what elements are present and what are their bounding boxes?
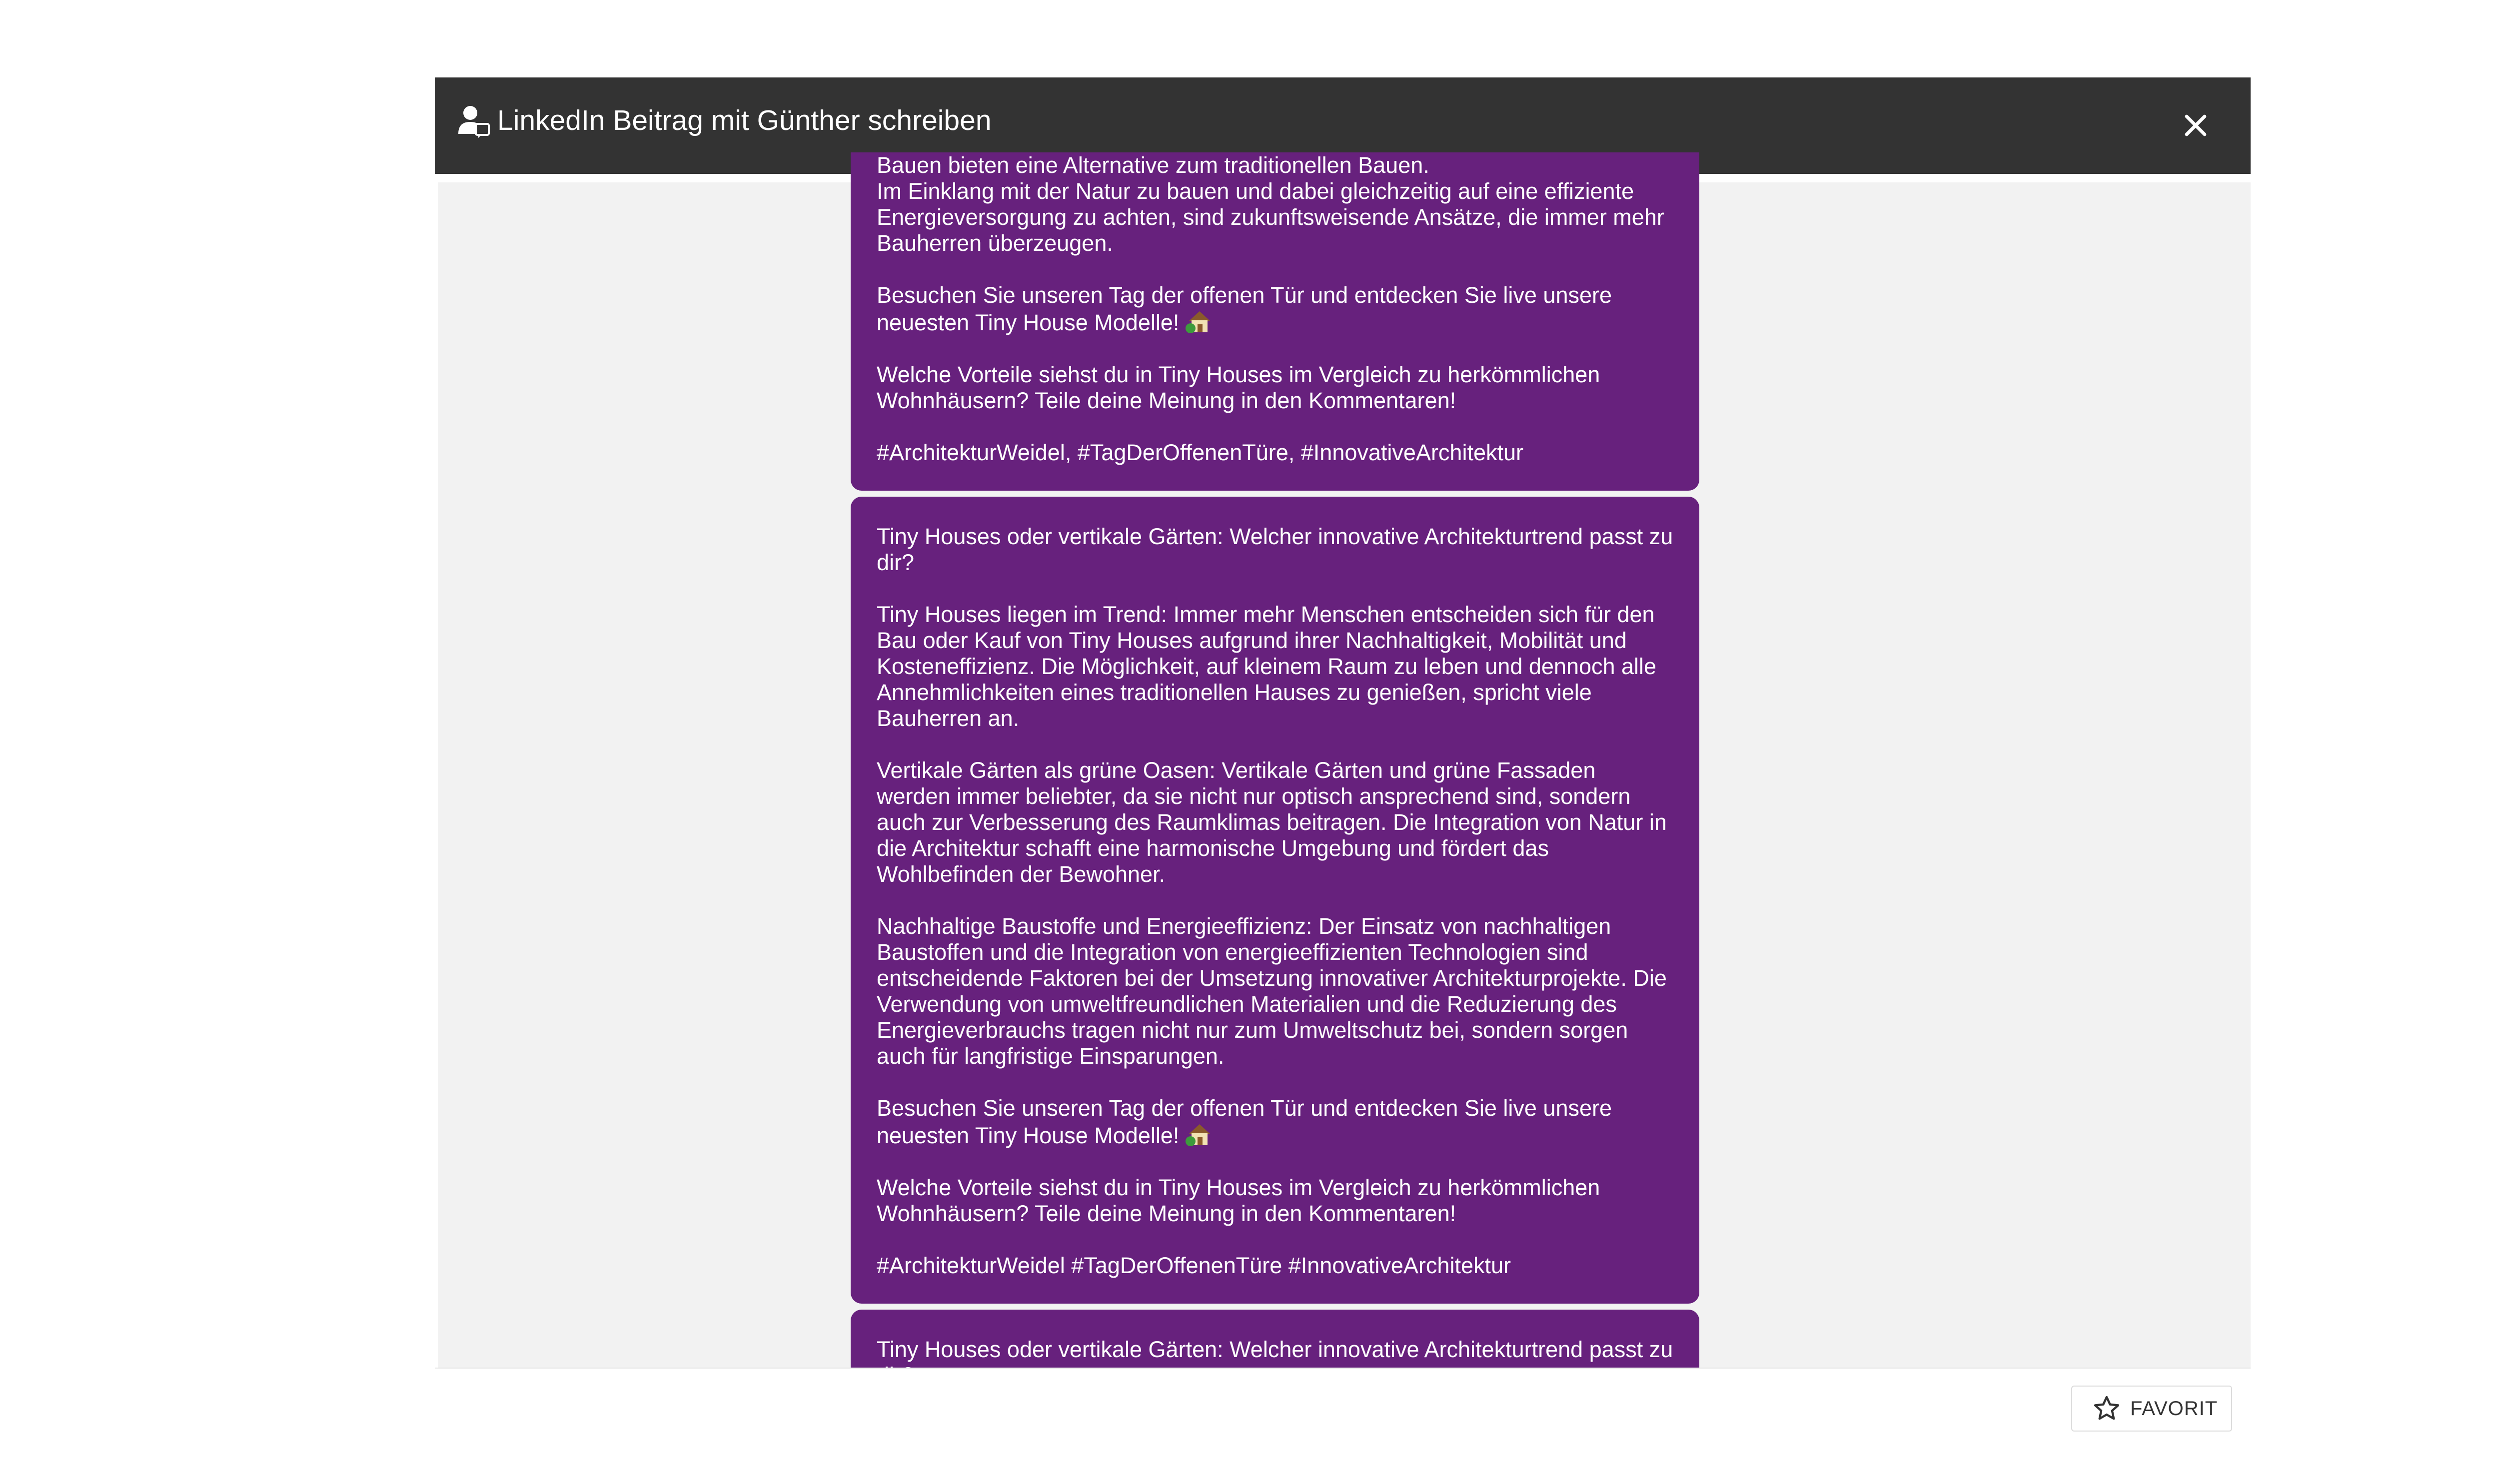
post-paragraph: Tiny Houses liegen im Trend: Immer mehr Menschen entscheiden sich für den Bau oder Kauf von Tiny Houses aufgrund ihrer Nachhaltigkeit, Mobilität und Kosteneffizienz. Die Möglichkeit, auf kleinem Raum zu leben und dennoch alle Annehmlichkeiten eines traditionellen Hauses zu genießen, spricht viele Bauherren an.: [877, 602, 1657, 731]
post-paragraph: Welche Vorteile siehst du in Tiny Houses im Vergleich zu herkömmlichen Wohnhäusern? Teile deine Meinung in den Kommentaren!: [877, 362, 1600, 413]
close-icon: [2182, 112, 2209, 139]
post-card[interactable]: [851, 497, 1699, 1304]
user-chat-icon: [458, 103, 490, 138]
dialog-footer: [435, 1368, 2251, 1435]
post-paragraph: Tiny Houses oder vertikale Gärten: Welcher innovative Architekturtrend passt zu: [877, 1337, 1673, 1362]
post-paragraph: #ArchitekturWeidel, #TagDerOffenenTüre, #InnovativeArchitektur: [877, 440, 1523, 465]
dialog-title: LinkedIn Beitrag mit Günther schreiben: [497, 104, 992, 136]
post-paragraph: Welche Vorteile siehst du in Tiny Houses im Vergleich zu herkömmlichen Wohnhäusern? Teile deine Meinung in den Kommentaren!: [877, 1175, 1600, 1226]
post-paragraph: Vertikale Gärten als grüne Oasen: Vertikale Gärten und grüne Fassaden werden immer beliebter, da sie nicht nur optisch ansprechend sind, sondern auch zur Verbesserung des Raumklimas beitragen. Die Integration von Natur in die Architektur schafft eine harmonische Umgebung und fördert das Wohlbefinden der Bewohner.: [877, 757, 1667, 887]
posts-list: [851, 152, 1699, 1396]
post-card[interactable]: [851, 152, 1699, 491]
post-paragraph: Tiny Houses oder vertikale Gärten: Welcher innovative Architekturtrend passt zu dir?: [877, 524, 1673, 575]
close-button[interactable]: [2171, 100, 2221, 150]
favorite-label: FAVORIT: [2130, 1397, 2218, 1420]
post-paragraph: #ArchitekturWeidel #TagDerOffenenTüre #InnovativeArchitektur: [877, 1253, 1511, 1278]
house-emoji-icon: [1186, 308, 1214, 334]
post-paragraph: Bauen bieten eine Alternative zum traditionellen Bauen.: [877, 152, 1429, 178]
post-paragraph: Im Einklang mit der Natur zu bauen und dabei gleichzeitig auf eine effiziente Energieversorgung zu achten, sind zukunftsweisende Ansätze, die immer mehr Bauherren überzeugen.: [877, 178, 1664, 256]
linkedin-post-dialog: [435, 77, 2251, 1434]
post-paragraph: Nachhaltige Baustoffe und Energieeffizienz: Der Einsatz von nachhaltigen Baustoffen und die Integration von energieeffizienten Technologien sind entscheidende Faktoren bei der Umsetzung innovativer Architekturprojekte. Die Verwendung von umweltfreundlichen Materialien und die Reduzierung des Energieverbrauchs tragen nicht nur zum Umweltschutz bei, sondern sorgen auch für langfristige Einsparungen.: [877, 913, 1667, 1069]
star-outline-icon: [2092, 1394, 2121, 1423]
post-paragraph: Besuchen Sie unseren Tag der offenen Tür und entdecken Sie live unsere neuesten Tiny House Modelle!: [877, 282, 1612, 335]
posts-scroll-area[interactable]: [438, 152, 2251, 1368]
house-emoji-icon: [1186, 1121, 1214, 1147]
post-paragraph: Besuchen Sie unseren Tag der offenen Tür und entdecken Sie live unsere neuesten Tiny House Modelle!: [877, 1095, 1612, 1148]
favorite-button[interactable]: [2071, 1386, 2232, 1432]
